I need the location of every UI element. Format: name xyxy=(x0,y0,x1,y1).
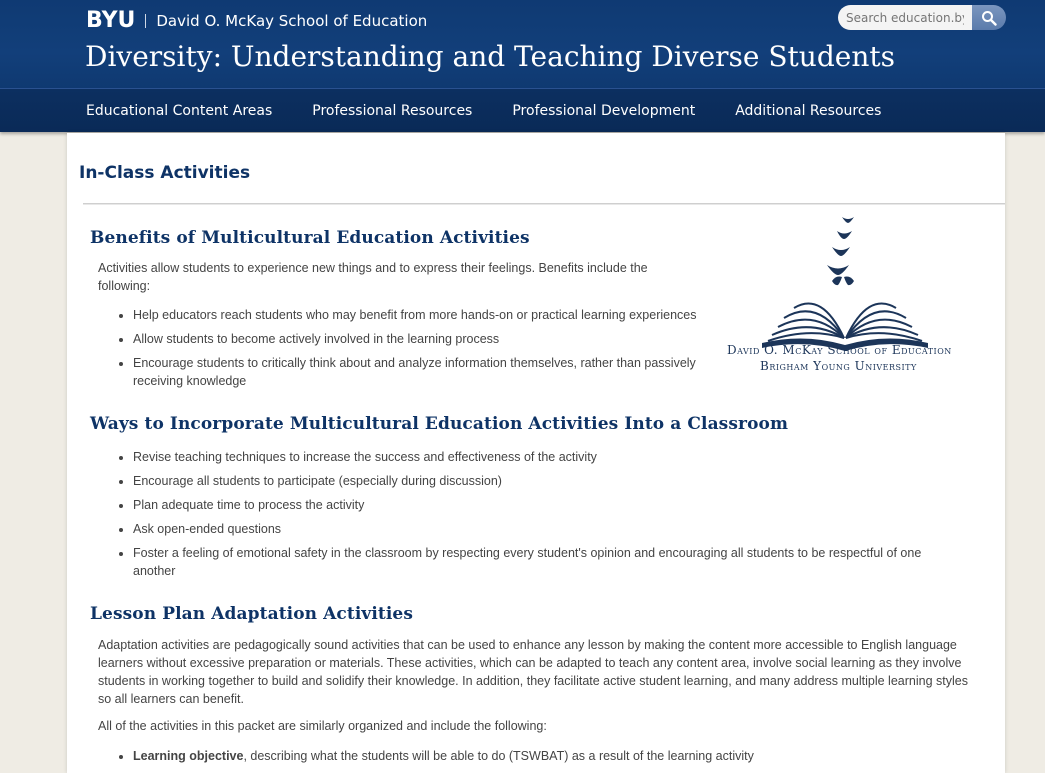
section-heading-ways: Ways to Incorporate Multicultural Education Activities Into a Classroom xyxy=(90,414,789,434)
nav-professional-resources[interactable]: Professional Resources xyxy=(312,102,473,119)
brand-divider xyxy=(145,14,146,28)
byu-logo[interactable]: BYU xyxy=(86,8,136,33)
search-icon xyxy=(981,10,997,26)
activities-intro: All of the activities in this packet are similarly organized and include the following: xyxy=(98,719,547,733)
main-nav xyxy=(0,88,1045,132)
logo-text-school: David O. McKay School of Education xyxy=(727,343,952,357)
adaptation-paragraph: Adaptation activities are pedagogically sound activities that can be used to enhance any lesson by making the content more accessible to English language learners without excessive preparation or materials. These activities, which can be adapted to teach any content area, involve social learning as they involve students in working together to build and solidify their knowledge. In addition, they facilitate active student learning, and many address multiple learning styles so all learners can benefit. xyxy=(98,638,968,706)
school-name-link[interactable]: David O. McKay School of Education xyxy=(156,11,428,30)
nav-professional-development[interactable]: Professional Development xyxy=(512,102,696,119)
title-divider xyxy=(83,203,1005,205)
learning-objective-description: , describing what the students will be able to do (TSWBAT) as a result of the learning activity xyxy=(243,749,754,763)
benefits-list xyxy=(115,306,735,396)
page-title: In-Class Activities xyxy=(79,163,251,183)
list-item: • Encourage students to critically think about and analyze information themselves, rather than passively receiving knowledge xyxy=(133,354,735,390)
activity-components-list xyxy=(115,747,965,771)
brand-row xyxy=(86,8,427,33)
list-item: • Encourage all students to participate (especially during discussion) xyxy=(133,472,965,490)
site-header xyxy=(0,0,1045,88)
search-input[interactable] xyxy=(838,5,972,30)
benefits-intro: Activities allow students to experience new things and to express their feelings. Benefits include the following: xyxy=(98,261,648,293)
logo-text-university: Brigham Young University xyxy=(760,359,917,373)
list-item: • Revise teaching techniques to increase the success and effectiveness of the activity xyxy=(133,448,965,466)
list-item xyxy=(133,747,965,765)
section-heading-lesson-plan: Lesson Plan Adaptation Activities xyxy=(90,604,414,624)
list-item: • Help educators reach students who may benefit from more hands-on or practical learning experiences xyxy=(133,306,735,324)
site-title[interactable]: Diversity: Understanding and Teaching Diverse Students xyxy=(85,40,895,73)
section-heading-benefits: Benefits of Multicultural Education Activities xyxy=(90,228,530,248)
learning-objective-term: Learning objective xyxy=(133,749,244,763)
search-button[interactable] xyxy=(972,5,1006,30)
nav-additional-resources[interactable]: Additional Resources xyxy=(735,102,882,119)
content-area xyxy=(67,133,1005,773)
nav-educational-content-areas[interactable]: Educational Content Areas xyxy=(86,102,273,119)
search-box xyxy=(838,5,1006,30)
list-item: • Foster a feeling of emotional safety in the classroom by respecting every student's opinion and encouraging all students to be respectful of one another xyxy=(133,544,965,580)
list-item: • Plan adequate time to process the activity xyxy=(133,496,965,514)
list-item: • Ask open-ended questions xyxy=(133,520,965,538)
ways-list xyxy=(115,448,965,586)
list-item: • Allow students to become actively involved in the learning process xyxy=(133,330,735,348)
